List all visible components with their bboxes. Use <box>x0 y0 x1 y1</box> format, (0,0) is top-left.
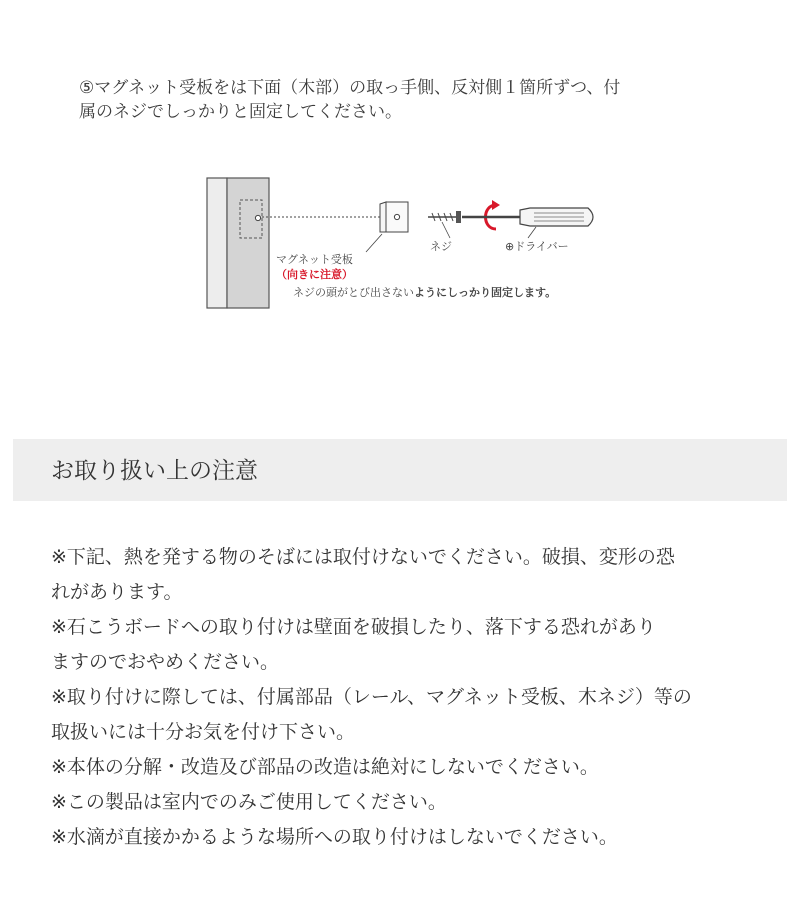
screw-leader-line <box>442 222 450 238</box>
note-line: れがあります。 <box>51 581 183 603</box>
note-line: ※本体の分解・改造及び部品の改造は絶対にしないでください。 <box>51 756 599 778</box>
wall-panel-edge <box>207 178 227 308</box>
step-5-instruction <box>79 76 719 124</box>
screw-hole <box>255 215 260 220</box>
note-line: ※下記、熱を発する物のそばには取付けないでください。破損、変形の恐 <box>51 546 675 568</box>
note-line: 取扱いには十分お気を付け下さい。 <box>51 721 356 743</box>
caution-text <box>293 286 556 299</box>
screw-label: ネジ <box>430 240 452 253</box>
magnet-plate-icon <box>380 202 386 232</box>
direction-label: （向きに注意） <box>276 268 353 281</box>
installation-diagram <box>200 172 610 314</box>
caution-red-text: ネジの頭がとび出さない <box>293 286 414 299</box>
plate-leader-line <box>366 234 382 252</box>
note-line: ※石こうボードへの取り付けは壁面を破損したり、落下する恐れがあり <box>51 616 656 638</box>
caution-rest-text: ようにしっかり固定します。 <box>414 286 557 299</box>
driver-leader-line <box>528 227 536 238</box>
note-line: ※この製品は室内でのみご使用してください。 <box>51 791 447 813</box>
plate-label: マグネット受板 <box>276 253 353 266</box>
section-header <box>13 439 787 501</box>
notes-list <box>51 540 771 855</box>
note-line: ますのでおやめください。 <box>51 651 280 673</box>
driver-label: ⊕ドライバー <box>505 240 569 253</box>
wall-panel <box>227 178 269 308</box>
screwdriver-icon <box>462 208 593 226</box>
note-line: ※取り付けに際しては、付属部品（レール、マグネット受板、木ネジ）等の <box>51 686 692 708</box>
step-text-line-2: 属のネジでしっかりと固定してください。 <box>79 102 402 122</box>
section-title: お取り扱い上の注意 <box>51 458 258 484</box>
screw-icon <box>428 211 461 223</box>
note-line: ※水滴が直接かかるような場所への取り付けはしないでください。 <box>51 826 618 848</box>
step-text-line-1: ⑤マグネット受板をは下面（木部）の取っ手側、反対側１箇所ずつ、付 <box>79 78 621 98</box>
